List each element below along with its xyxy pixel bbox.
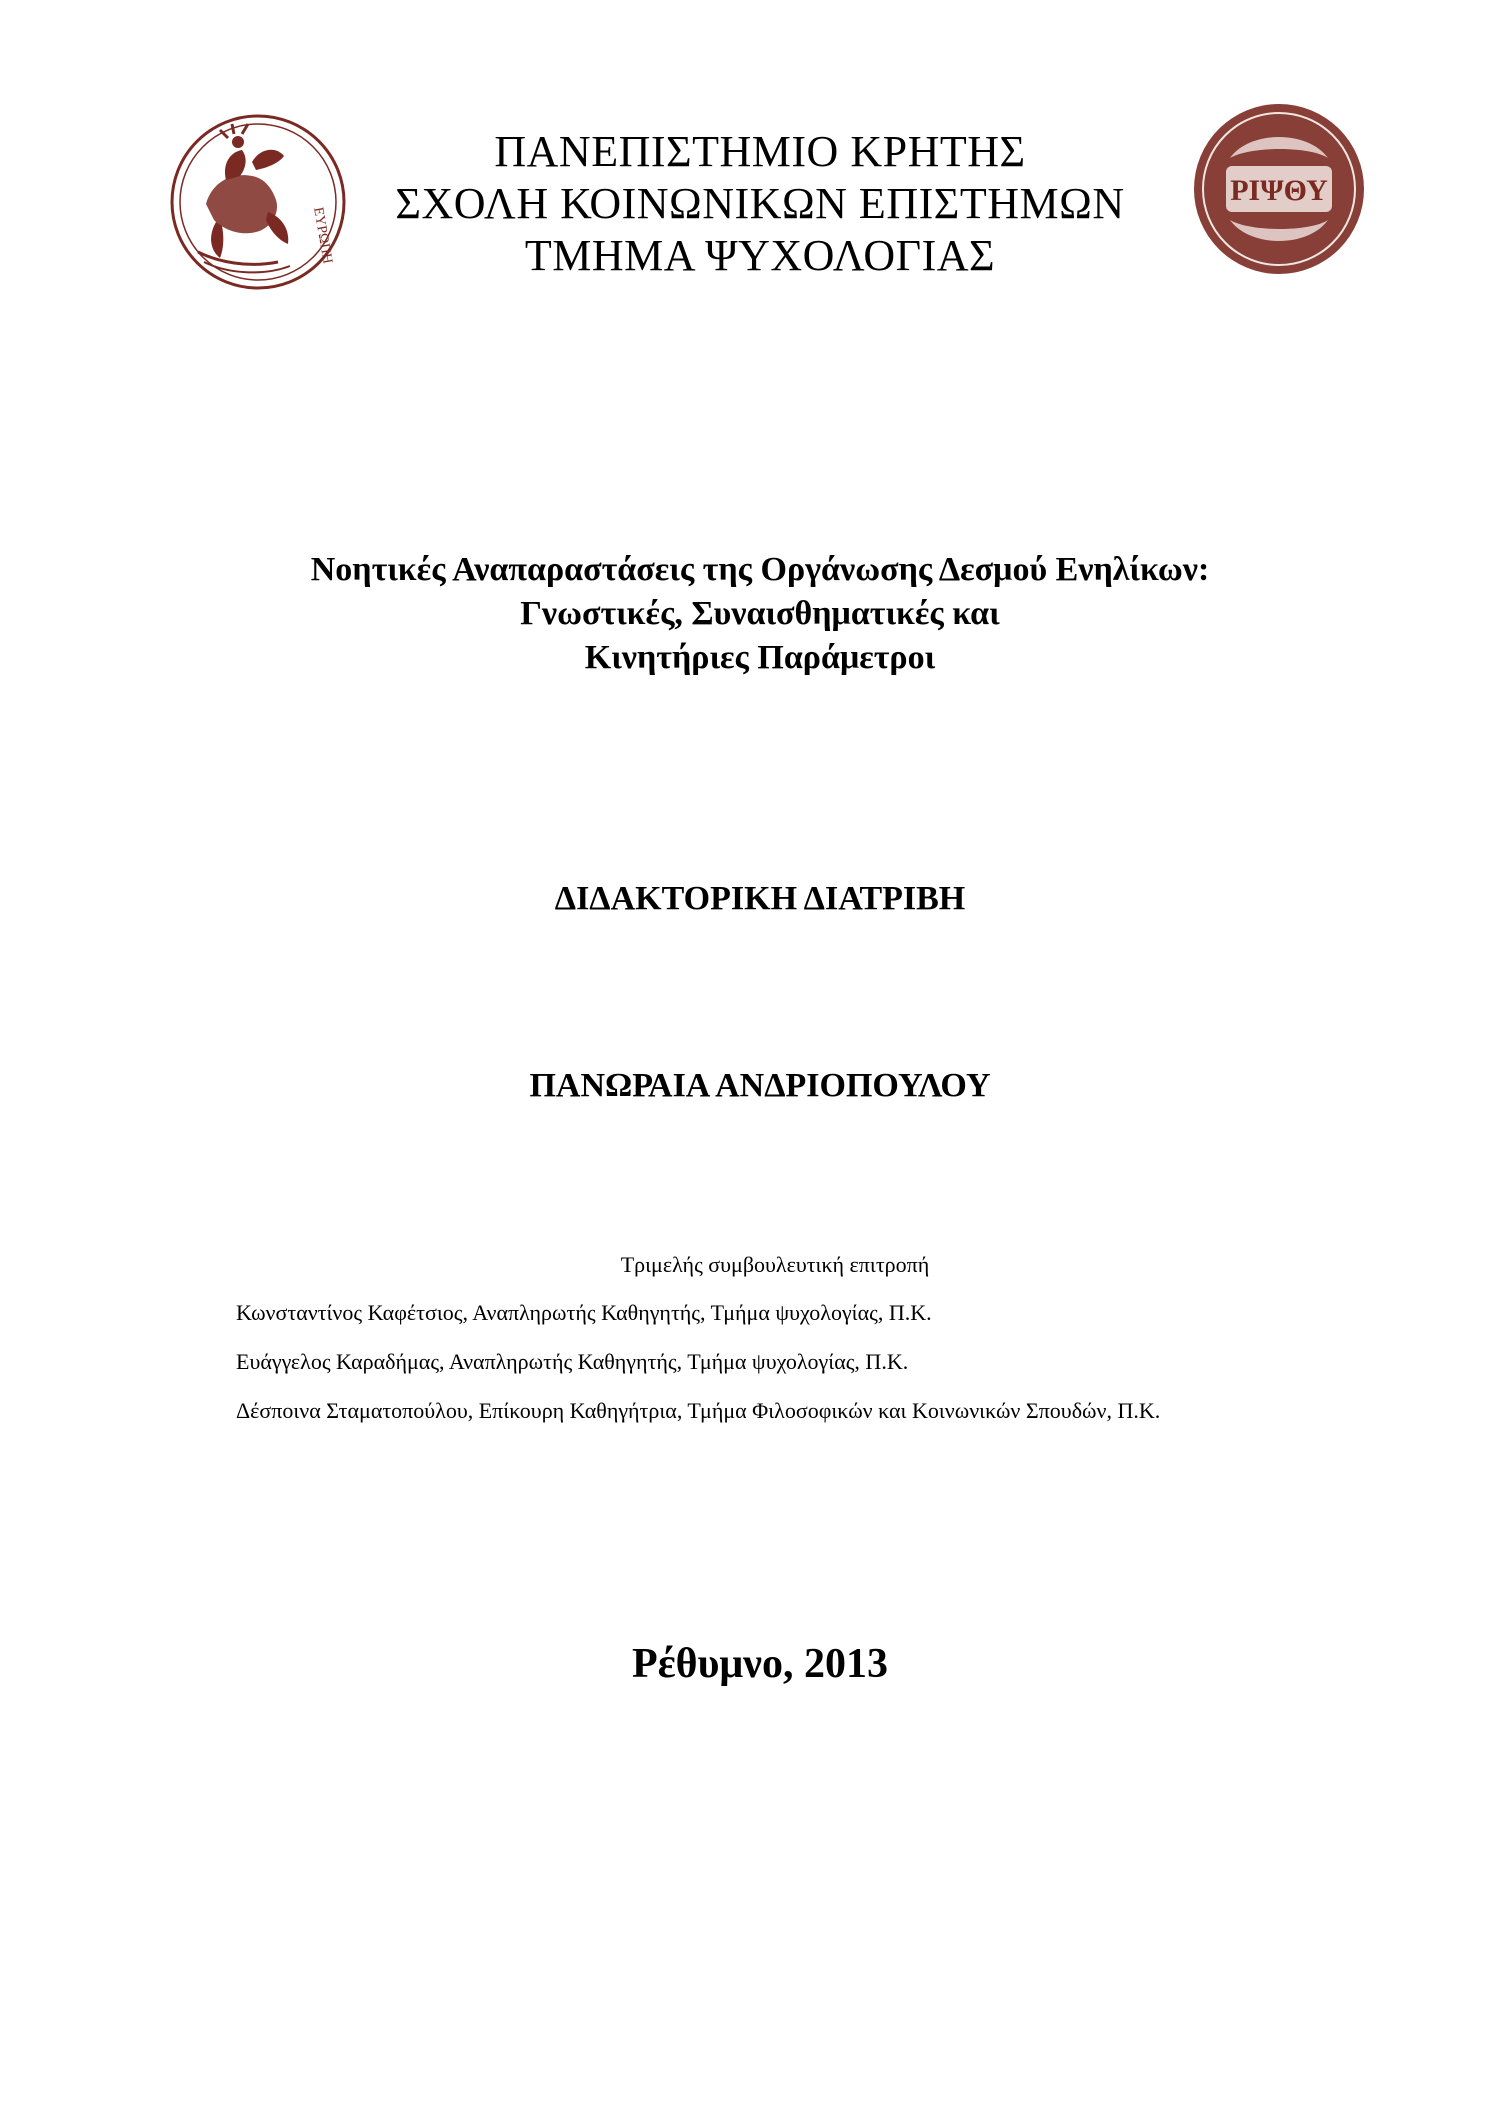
thesis-title-line: Κινητήριες Παράμετροι [584, 639, 936, 676]
university-name: ΠΑΝΕΠΙΣΤΗΜΙΟ ΚΡΗΤΗΣ [494, 127, 1026, 176]
place-and-year: Ρέθυμνο, 2013 [632, 1641, 888, 1687]
document-type: ΔΙΔΑΚΤΟΡΙΚΗ ΔΙΑΤΡΙΒΗ [554, 880, 966, 917]
committee-heading: Τριμελής συμβουλευτική επιτροπή [620, 1252, 930, 1277]
department-name: ΤΜΗΜΑ ΨΥΧΟΛΟΓΙΑΣ [524, 231, 996, 280]
svg-text:ΕΥΡΩΠΗ: ΕΥΡΩΠΗ [310, 206, 335, 265]
psychology-department-seal-icon [1190, 100, 1368, 278]
committee-member: Δέσποινα Σταματοπούλου, Επίκουρη Καθηγήτρια, Τμήμα Φιλοσοφικών και Κοινωνικών Σπουδών, Π.Κ. [236, 1398, 1161, 1423]
school-name: ΣΧΟΛΗ ΚΟΙΝΩΝΙΚΩΝ ΕΠΙΣΤΗΜΩΝ [395, 179, 1125, 228]
thesis-title [200, 548, 1320, 680]
thesis-title-line: Γνωστικές, Συναισθηματικές και [520, 595, 1000, 632]
thesis-title-line: Νοητικές Αναπαραστάσεις της Οργάνωσης Δεσμού Ενηλίκων: [310, 551, 1210, 588]
author-name: ΠΑΝΩΡΑΙΑ ΑΝΔΡΙΟΠΟΥΛΟΥ [529, 1067, 991, 1104]
svg-text:ΡΙΨΘΥ: ΡΙΨΘΥ [1230, 174, 1328, 207]
advisory-committee [236, 1250, 1314, 1445]
university-seal-europa-icon [168, 112, 348, 292]
committee-member: Κωνσταντίνος Καφέτσιος, Αναπληρωτής Καθηγητής, Τμήμα ψυχολογίας, Π.Κ. [236, 1300, 932, 1325]
committee-member: Ευάγγελος Καραδήμας, Αναπληρωτής Καθηγητής, Τμήμα ψυχολογίας, Π.Κ. [236, 1349, 909, 1374]
institution-header [340, 126, 1180, 282]
